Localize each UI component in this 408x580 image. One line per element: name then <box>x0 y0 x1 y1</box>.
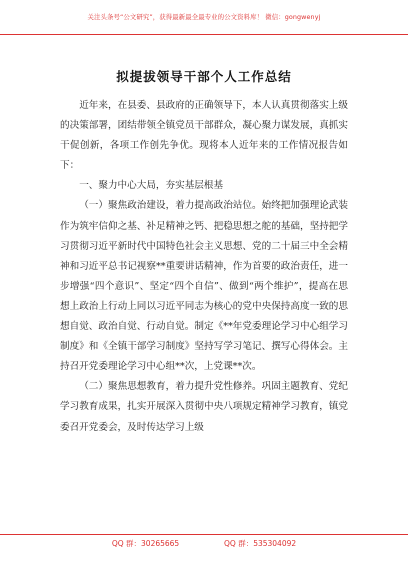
footer-qq-group-1: QQ 群：30265665 <box>111 539 180 548</box>
paragraph-intro: 近年来，在县委、县政府的正确领导下，本人认真贯彻落实上级的决策部署，团结带领全镇党员干部群众，凝心聚力谋发展，真抓实干促创新，各项工作创先争优。现将本人近年来的工作情况报告如下： <box>60 100 348 172</box>
banner-text: 关注头条号“公文研究”，获得最新最全最专业的公文资料库！ 微信：gongwenyj <box>87 13 321 21</box>
top-banner <box>0 0 408 35</box>
paragraph-political: （一）聚焦政治建设，着力提高政治站位。始终把加强理论武装作为筑牢信仰之基、补足精神之钙、把稳思想之舵的基础，坚持把学习贯彻习近平新时代中国特色社会主义思想、党的二十届三中全会精神和习近平总书记视察**重要讲话精神，作为首要的政治责任，进一步增强“四个意识”、坚定“四个自信”、做到“两个维护”，提高在思想上政治上行动上同以习近平同志为核心的党中央保持高度一致的思想自觉、政治自觉、行动自觉。制定《**年党委理论学习中心组学习制度》和《全镇干部学习制度》坚持写学习笔记、撰写心得体会。主持召开党委理论学习中心组**次，上党课**次。 <box>60 200 348 373</box>
document-body <box>60 96 348 438</box>
paragraph-education: （二）聚焦思想教育，着力提升党性修养。巩固主题教育、党纪学习教育成果，扎实开展深入贯彻中央八项规定精神学习教育，镇党委召开党委会，及时传达学习上级 <box>60 381 348 433</box>
footer-qq-group-2: QQ 群：535304092 <box>224 539 297 548</box>
bottom-footer <box>0 534 408 551</box>
section-heading: 一、聚力中心大局，夯实基层根基 <box>79 180 224 192</box>
document-title: 拟提拔领导干部个人工作总结 <box>116 69 292 84</box>
